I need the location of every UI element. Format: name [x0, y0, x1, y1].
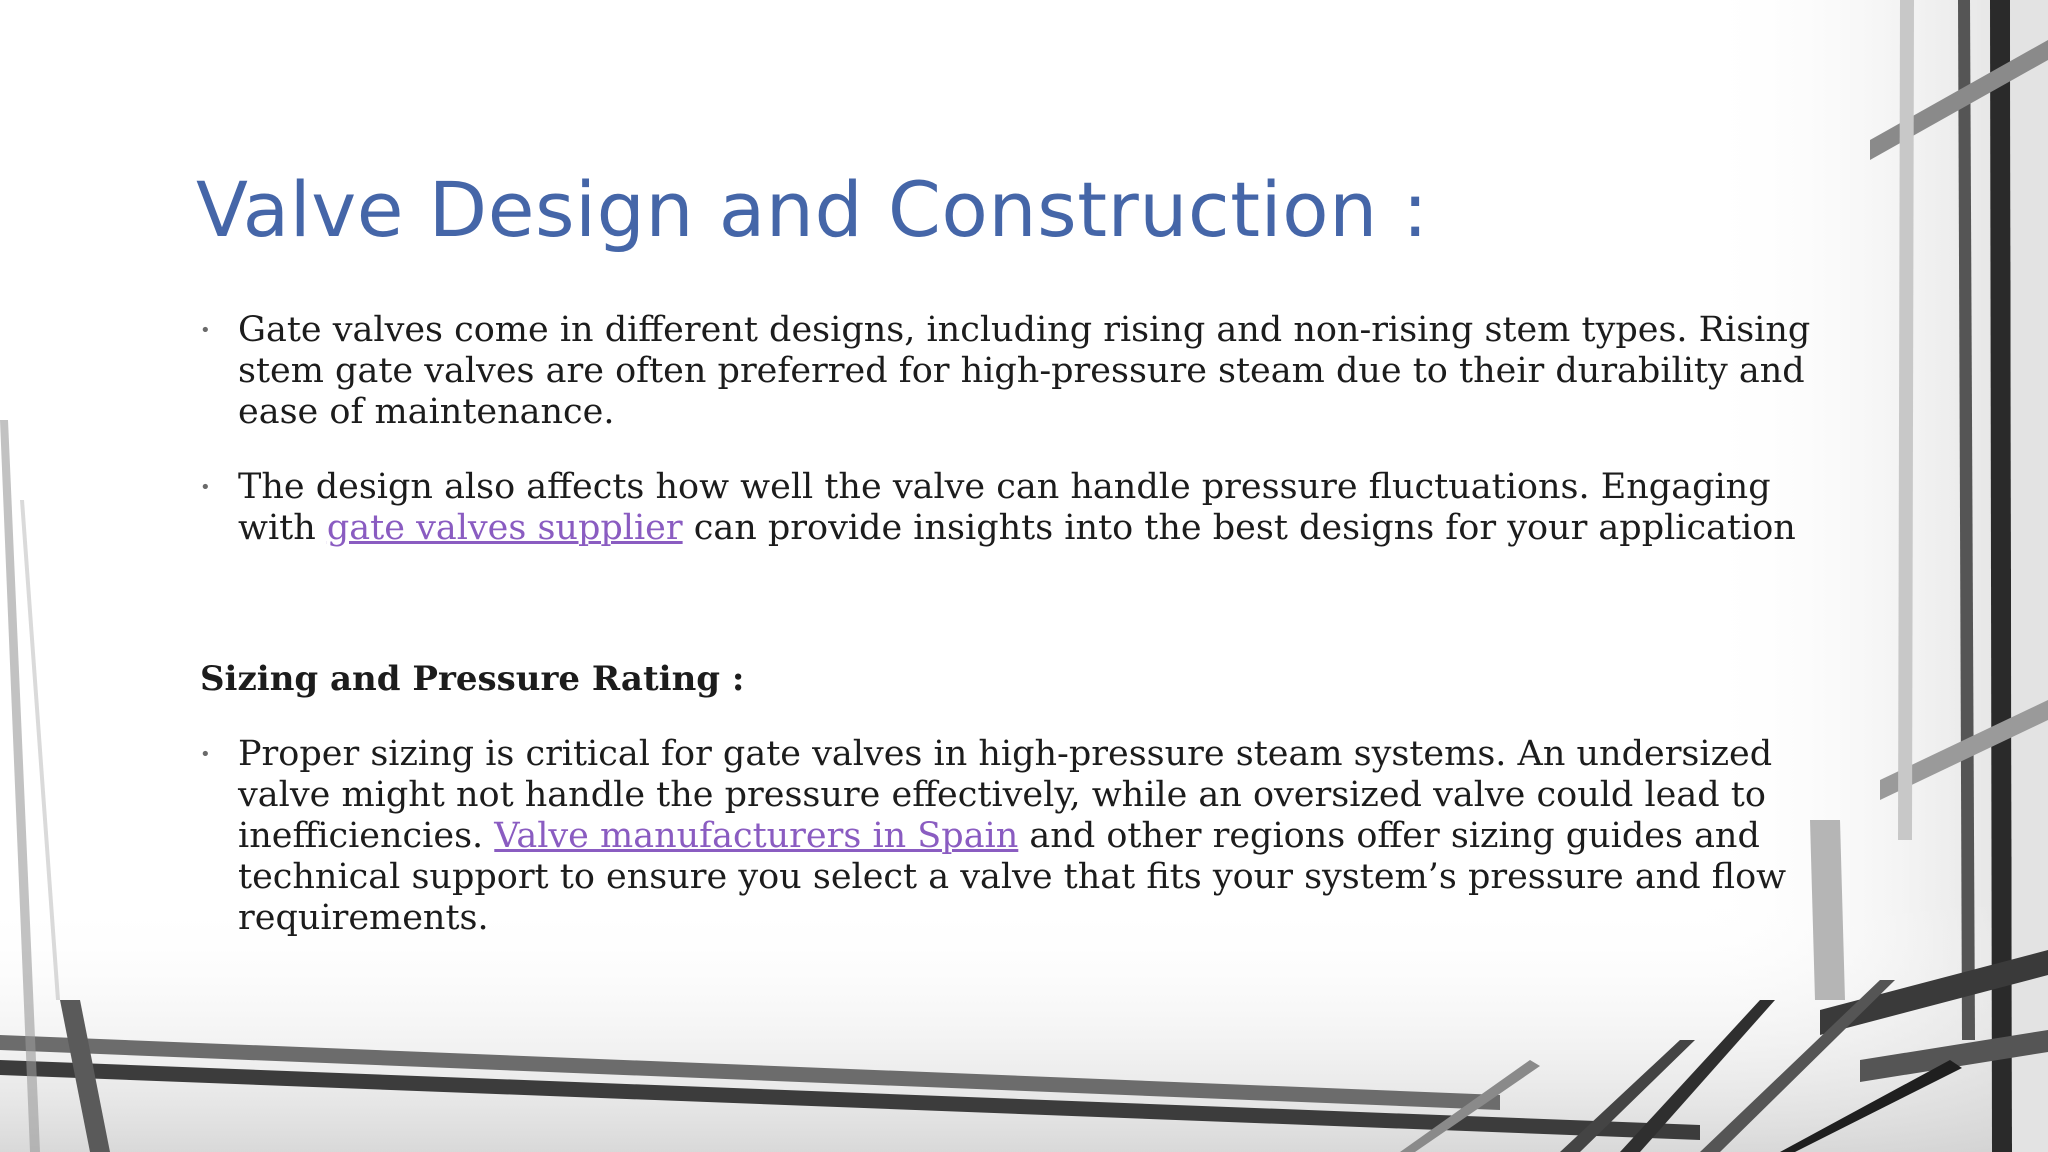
valve-manufacturers-spain-link[interactable]: Valve manufacturers in Spain [494, 816, 1019, 856]
slide-content [200, 310, 1840, 939]
section-heading-sizing: Sizing and Pressure Rating : [200, 659, 745, 699]
bullet-text-before-link: Proper sizing is critical for gate valves in high-pressure steam systems. An undersized valve might not handle the pressure effectively, while an oversized valve could lead to inefficiencies. [238, 734, 1773, 856]
slide-title: Valve Design and Construction : [196, 165, 1429, 254]
bullet-text-after-link: can provide insights into the best designs for your application [682, 508, 1796, 548]
bullet-item-sizing [200, 734, 1840, 939]
bullet-text-before-link: The design also affects how well the valve can handle pressure fluctuations. Engaging with [238, 467, 1771, 548]
gate-valves-supplier-link[interactable]: gate valves supplier [326, 508, 683, 548]
bullet-icon: • [200, 477, 211, 498]
bullet-item-design-fluctuations [200, 467, 1840, 549]
bullet-text-after-link: and other regions offer sizing guides and technical support to ensure you select a valve that fits your system’s pressure and flow requirements. [238, 816, 1787, 938]
bullet-text: Gate valves come in different designs, including rising and non-rising stem types. Rising stem gate valves are often preferred for high-pressure steam due to their durability and ease of maintenance. [238, 310, 1811, 432]
bullet-icon: • [200, 744, 211, 765]
bullet-icon: • [200, 320, 211, 341]
bullet-item-design-types [200, 310, 1840, 433]
